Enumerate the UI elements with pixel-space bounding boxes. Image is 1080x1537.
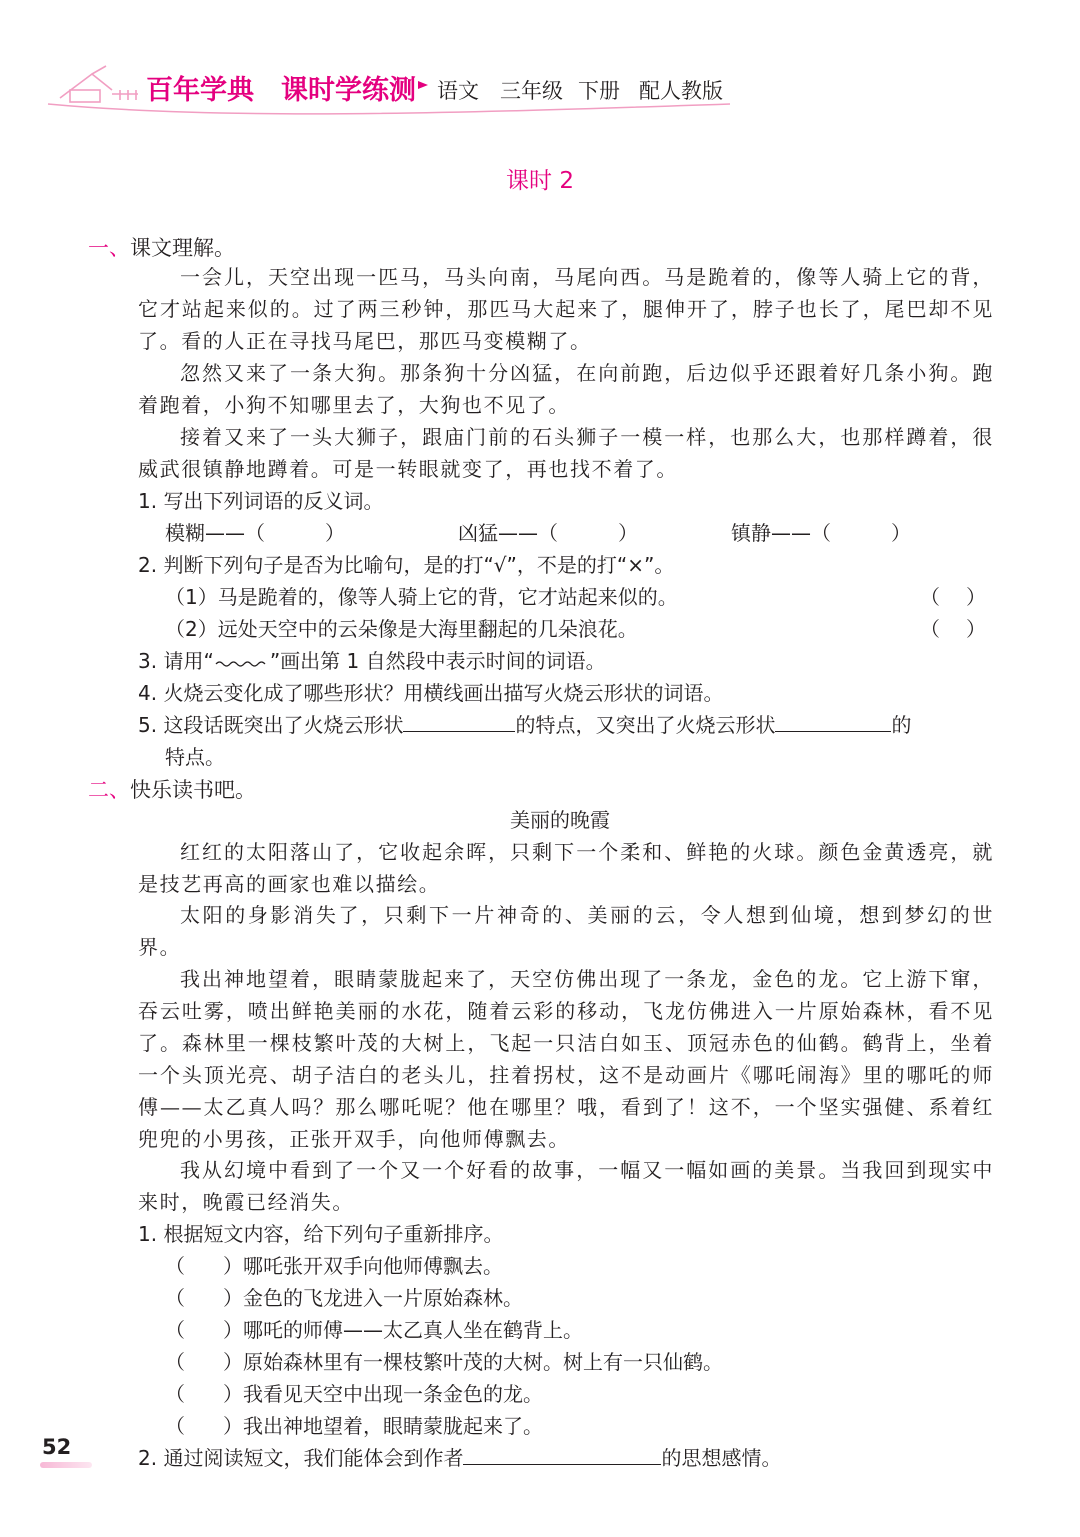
- question-1-4: 4. 火烧云变化成了哪些形状？用横线画出描写火烧云形状的词语。: [138, 681, 724, 705]
- story-title: 美丽的晚霞: [510, 808, 610, 832]
- judge-item-1: （1）马是跪着的，像等人骑上它的背，它才站起来似的。: [165, 585, 678, 609]
- judge-answer-2[interactable]: （ ）: [920, 617, 986, 641]
- answer-blank-2[interactable]: [775, 711, 891, 732]
- order-answer[interactable]: （ ）: [165, 1254, 243, 1278]
- order-item: （ ）哪吒张开双手向他师傅飘去。: [165, 1254, 503, 1278]
- brand-name: 百年学典: [146, 75, 254, 106]
- question-2-2: 2. 通过阅读短文，我们能体会到作者 的思想感情。: [138, 1446, 782, 1470]
- passage-1-paragraph-2: 忽然又来了一条大狗。那条狗十分凶猛，在向前跑，后边似乎还跟着好几条小狗。跑着跑着，小狗不知哪里去了，大狗也不见了。: [138, 361, 994, 417]
- question-2-1: 1. 根据短文内容，给下列句子重新排序。: [138, 1222, 504, 1246]
- section-1-title: 课文理解。: [130, 236, 235, 260]
- page-number: 52: [42, 1435, 72, 1459]
- judge-answer-1[interactable]: （ ）: [920, 585, 986, 609]
- section-2-title: 快乐读书吧。: [130, 778, 256, 802]
- passage-1-paragraph-1: 一会儿，天空出现一匹马，马头向南，马尾向西。马是跪着的，像等人骑上它的背，它才站起来似的。过了两三秒钟，那匹马大起来了，腿伸开了，脖子也长了，尾巴却不见了。看的人正在寻找马尾巴，那匹马变模糊了。: [138, 265, 994, 353]
- question-1-5-cont: 特点。: [165, 745, 225, 769]
- order-item: （ ）金色的飞龙进入一片原始森林。: [165, 1286, 523, 1310]
- passage-1-paragraph-3: 接着又来了一头大狮子，跟庙门前的石头狮子一模一样，也那么大，也那样蹲着，很威武很镇静地蹲着。可是一转眼就变了，再也找不着了。: [138, 425, 994, 481]
- passage-2-paragraph-2: 太阳的身影消失了，只剩下一片神奇的、美丽的云，令人想到仙境，想到梦幻的世界。: [138, 903, 994, 959]
- judge-item-2: （2）远处天空中的云朵像是大海里翻起的几朵浪花。: [165, 617, 638, 641]
- order-answer[interactable]: （ ）: [165, 1350, 243, 1374]
- brand-series: 课时学练测: [281, 75, 416, 106]
- question-1-2: 2. 判断下列句子是否为比喻句，是的打“√”，不是的打“×”。: [138, 553, 675, 577]
- page-number-bar: [40, 1462, 92, 1468]
- antonym-item-3: 镇静——（ ）: [731, 521, 911, 545]
- header-grade: 三年级: [500, 79, 563, 103]
- section-1-heading: [88, 232, 235, 262]
- answer-blank-3[interactable]: [463, 1444, 661, 1465]
- section-2-number: 二、: [88, 778, 130, 802]
- order-item: （ ）哪吒的师傅——太乙真人坐在鹤背上。: [165, 1318, 583, 1342]
- passage-2-paragraph-4: 我从幻境中看到了一个又一个好看的故事，一幅又一幅如画的美景。当我回到现实中来时，晚霞已经消失。: [138, 1158, 994, 1214]
- lesson-title: 课时 2: [506, 168, 574, 194]
- order-answer[interactable]: （ ）: [165, 1382, 243, 1406]
- order-answer[interactable]: （ ）: [165, 1318, 243, 1342]
- header-volume: 下册: [578, 79, 620, 103]
- order-answer[interactable]: （ ）: [165, 1286, 243, 1310]
- order-item: （ ）我看见天空中出现一条金色的龙。: [165, 1382, 543, 1406]
- question-1-3: 3. 请用“ ”画出第 1 自然段中表示时间的词语。: [138, 649, 606, 673]
- header-subject: 语文: [437, 79, 479, 103]
- section-2-heading: [88, 774, 256, 804]
- header-edition: 配人教版: [639, 79, 723, 103]
- order-answer[interactable]: （ ）: [165, 1414, 243, 1438]
- order-item: （ ）原始森林里有一棵枝繁叶茂的大树。树上有一只仙鹤。: [165, 1350, 723, 1374]
- passage-2-paragraph-3: 我出神地望着，眼睛蒙胧起来了，天空仿佛出现了一条龙，金色的龙。它上游下窜，吞云吐雾，喷出鲜艳美丽的水花，随着云彩的移动，飞龙仿佛进入一片原始森林，看不见了。森林里一棵枝繁叶茂的大树上，飞起一只洁白如玉、顶冠赤色的仙鹤。鹤背上，坐着一个头顶光亮、胡子洁白的老头儿，拄着拐杖，这不是动画片《哪吒闹海》里的哪吒的师傅——太乙真人吗？那么哪吒呢？他在哪里？哦，看到了！这不，一个坚实强健、系着红兜兜的小男孩，正张开双手，向他师傅飘去。: [138, 967, 994, 1151]
- question-1-5: 5. 这段话既突出了火烧云形状 的特点，又突出了火烧云形状 的: [138, 713, 912, 737]
- passage-2-paragraph-1: 红红的太阳落山了，它收起余晖，只剩下一个柔和、鲜艳的火球。颜色金黄透亮，就是技艺再高的画家也难以描绘。: [138, 840, 994, 896]
- section-1-number: 一、: [88, 236, 130, 260]
- answer-blank-1[interactable]: [403, 711, 515, 732]
- antonym-item-1: 模糊——（ ）: [165, 521, 345, 545]
- order-item: （ ）我出神地望着，眼睛蒙胧起来了。: [165, 1414, 543, 1438]
- question-1-1: 1. 写出下列词语的反义词。: [138, 489, 384, 513]
- antonym-item-2: 凶猛——（ ）: [458, 521, 638, 545]
- wavy-line-icon: [214, 648, 270, 668]
- house-logo-icon: [60, 66, 138, 102]
